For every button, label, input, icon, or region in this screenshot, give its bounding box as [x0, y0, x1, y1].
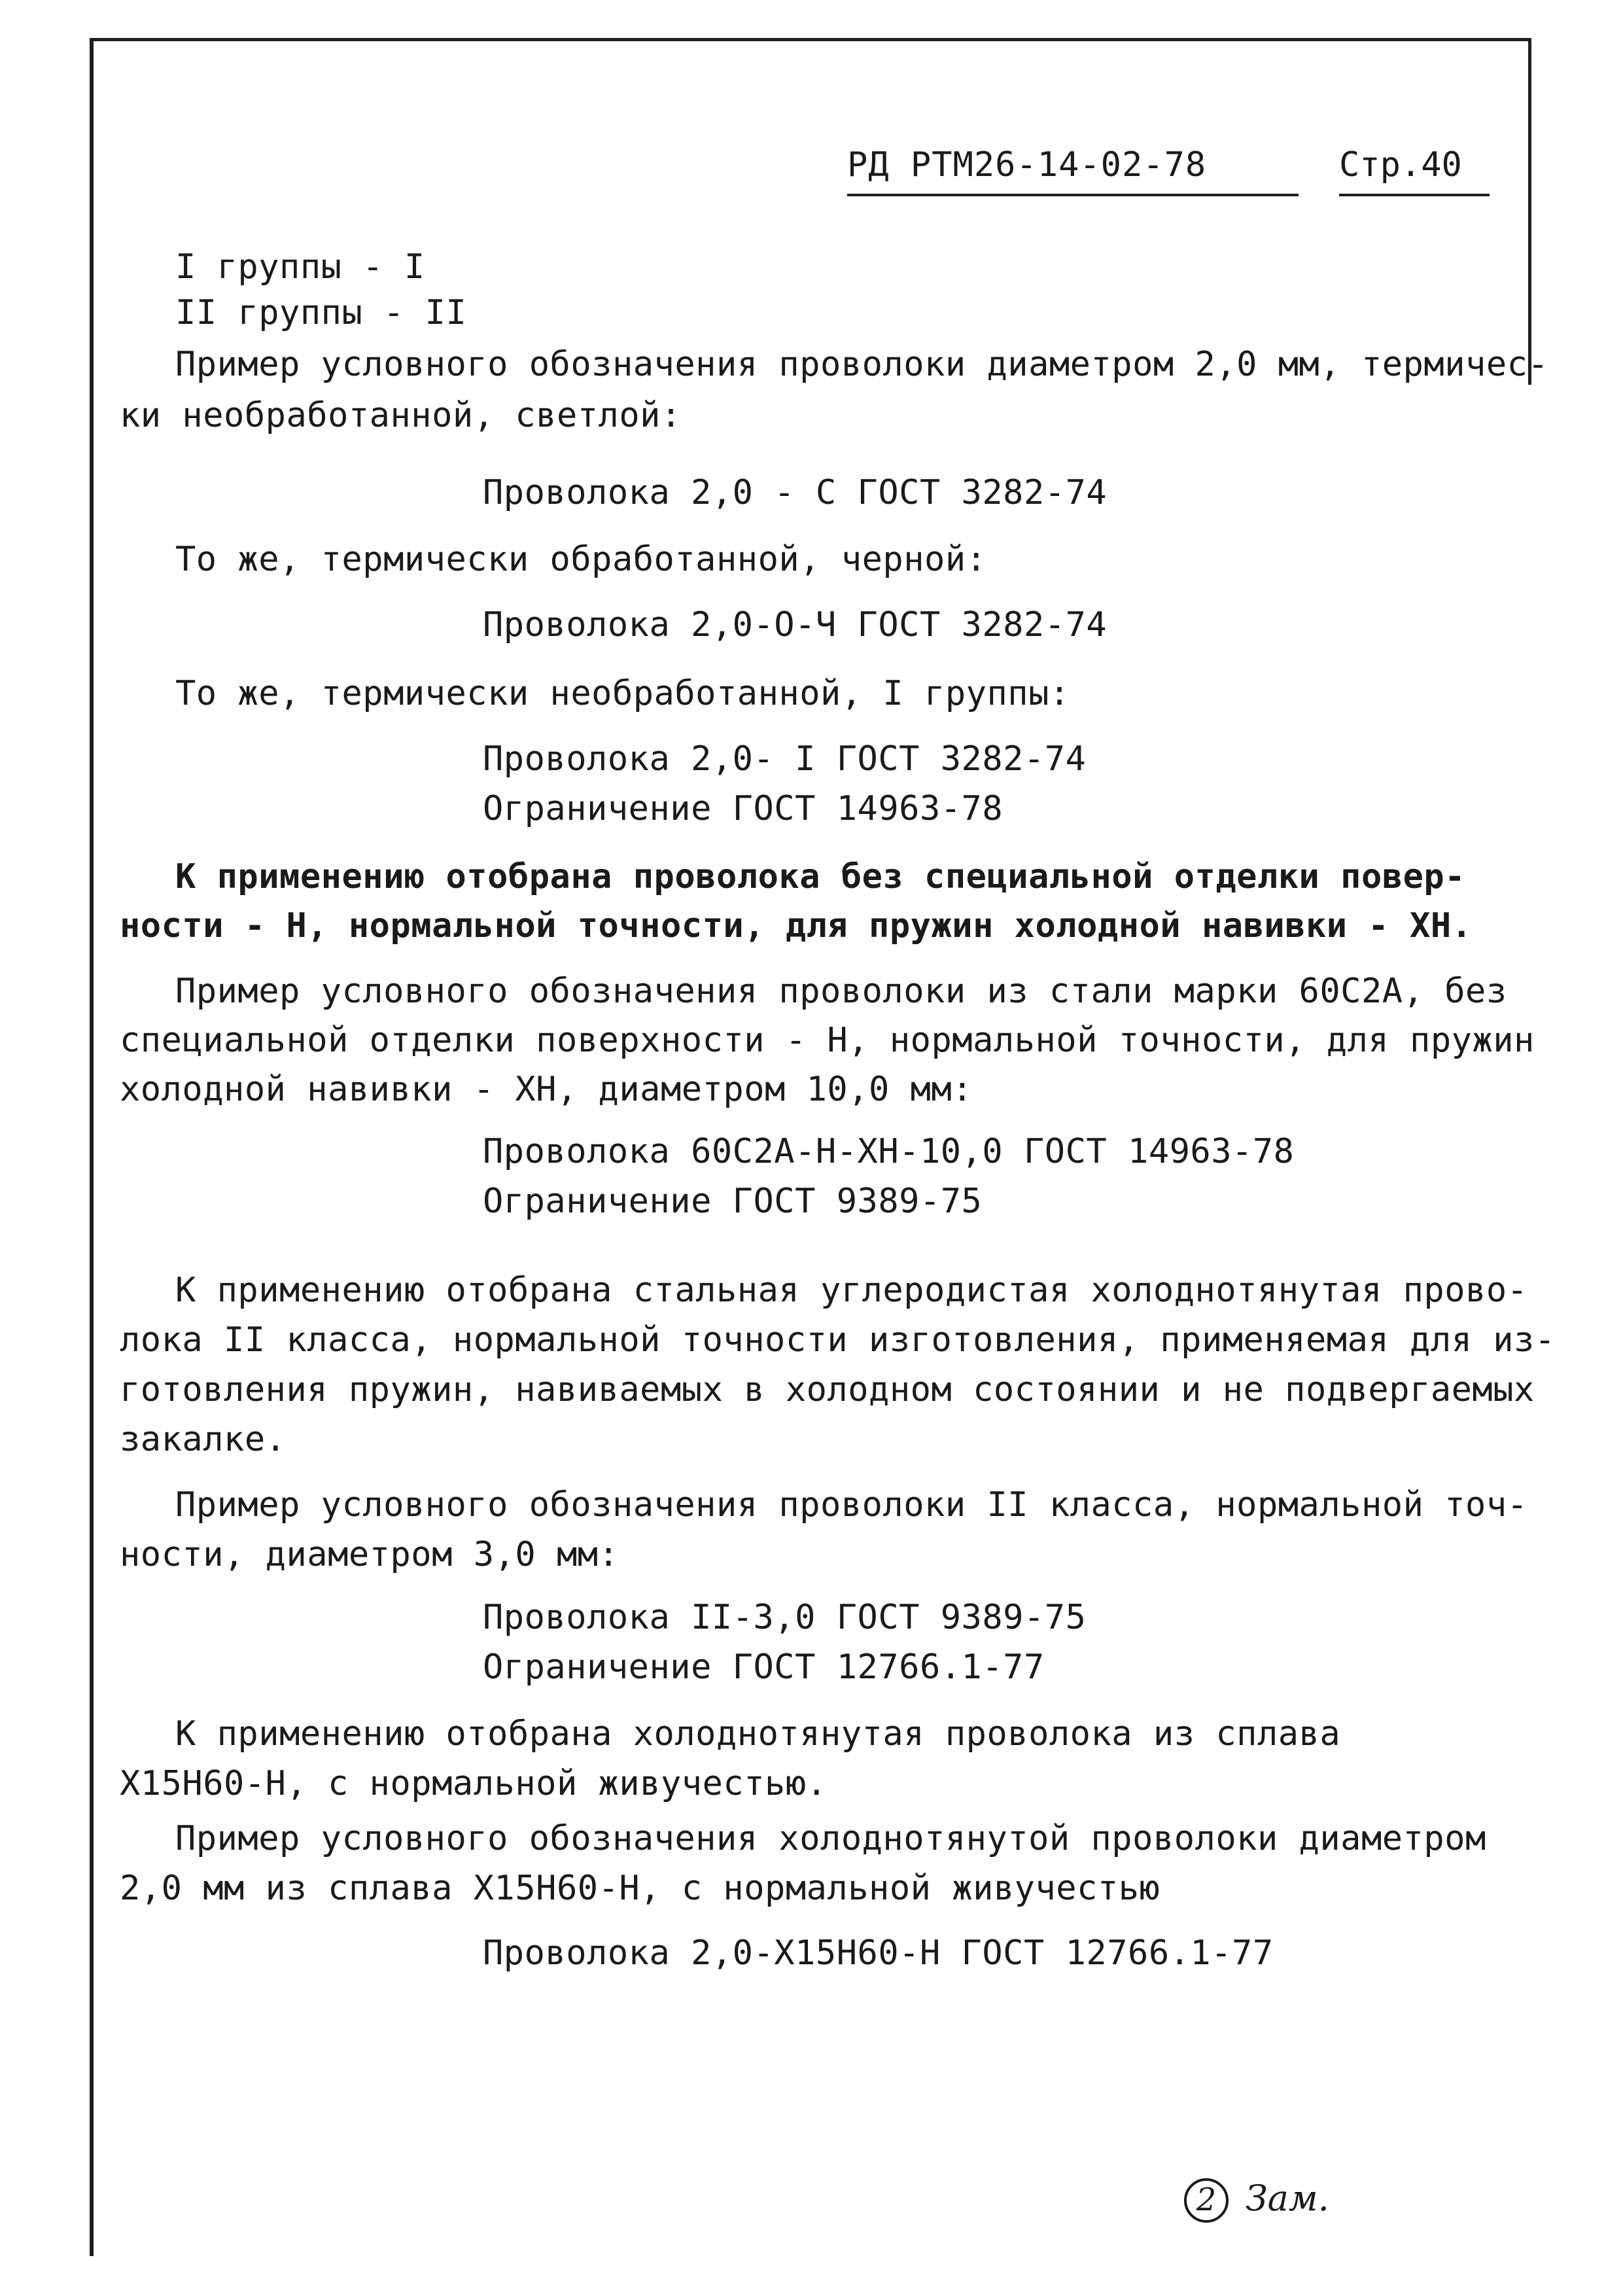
text-line: Пример условного обозначения проволоки из стали марки 60С2А, без [175, 972, 1507, 1011]
text-line: холодной навивки - ХН, диаметром 10,0 мм: [120, 1070, 973, 1109]
example-line: Проволока 2,0-Х15Н60-Н ГОСТ 12766.1-77 [483, 1934, 1274, 1973]
text-line: Пример условного обозначения холоднотянутой проволоки диаметром [175, 1819, 1486, 1858]
text-line: II группы - II [175, 293, 467, 332]
page-frame-right [1528, 38, 1531, 385]
revision-annotation [1184, 2178, 1329, 2223]
text-line: К применению отобрана стальная углеродистая холоднотянутая прово- [175, 1271, 1528, 1310]
example-line: Проволока 60С2А-Н-ХН-10,0 ГОСТ 14963-78 [483, 1132, 1295, 1171]
example-line: Проволока 2,0-О-Ч ГОСТ 3282-74 [483, 605, 1108, 645]
example-line: Проволока 2,0 - С ГОСТ 3282-74 [483, 473, 1108, 512]
text-line: ности - Н, нормальной точности, для пружин холодной навивки - ХН. [120, 906, 1473, 945]
text-line: лока II класса, нормальной точности изготовления, применяемая для из- [120, 1320, 1556, 1360]
text-line: ки необработанной, светлой: [120, 396, 682, 435]
example-line: Проволока II-3,0 ГОСТ 9389-75 [483, 1598, 1087, 1637]
text-line: готовления пружин, навиваемых в холодном состоянии и не подвергаемых [120, 1370, 1535, 1409]
page-number: Стр.40 [1339, 145, 1490, 196]
text-line: ности, диаметром 3,0 мм: [120, 1535, 620, 1574]
text-line: К применению отобрана проволока без специальной отделки повер- [175, 857, 1466, 896]
example-line: Проволока 2,0- I ГОСТ 3282-74 [483, 739, 1087, 779]
text-line: Пример условного обозначения проволоки диаметром 2,0 мм, термичес- [175, 345, 1549, 384]
document-code: РД РТМ26-14-02-78 [847, 145, 1299, 196]
text-line: специальной отделки поверхности - Н, нормальной точности, для пружин [120, 1021, 1535, 1060]
example-line: Ограничение ГОСТ 9389-75 [483, 1182, 983, 1221]
page-frame-top [90, 38, 1531, 41]
example-line: Ограничение ГОСТ 12766.1-77 [483, 1648, 1045, 1687]
revision-note: Зам. [1246, 2178, 1329, 2219]
text-line: Х15Н60-Н, с нормальной живучестью. [120, 1764, 828, 1803]
text-line: закалке. [120, 1420, 287, 1459]
text-line: Пример условного обозначения проволоки II класса, нормальной точ- [175, 1485, 1528, 1525]
text-line: То же, термически необработанной, I группы: [175, 674, 1070, 713]
text-line: 2,0 мм из сплава Х15Н60-Н, с нормальной живучестью [120, 1869, 1161, 1908]
example-line: Ограничение ГОСТ 14963-78 [483, 789, 1003, 828]
text-line: К применению отобрана холоднотянутая проволока из сплава [175, 1714, 1341, 1754]
revision-number: 2 [1184, 2178, 1229, 2223]
text-line: I группы - I [175, 247, 425, 287]
text-line: То же, термически обработанной, черной: [175, 540, 987, 579]
page-frame-left [90, 38, 94, 2256]
